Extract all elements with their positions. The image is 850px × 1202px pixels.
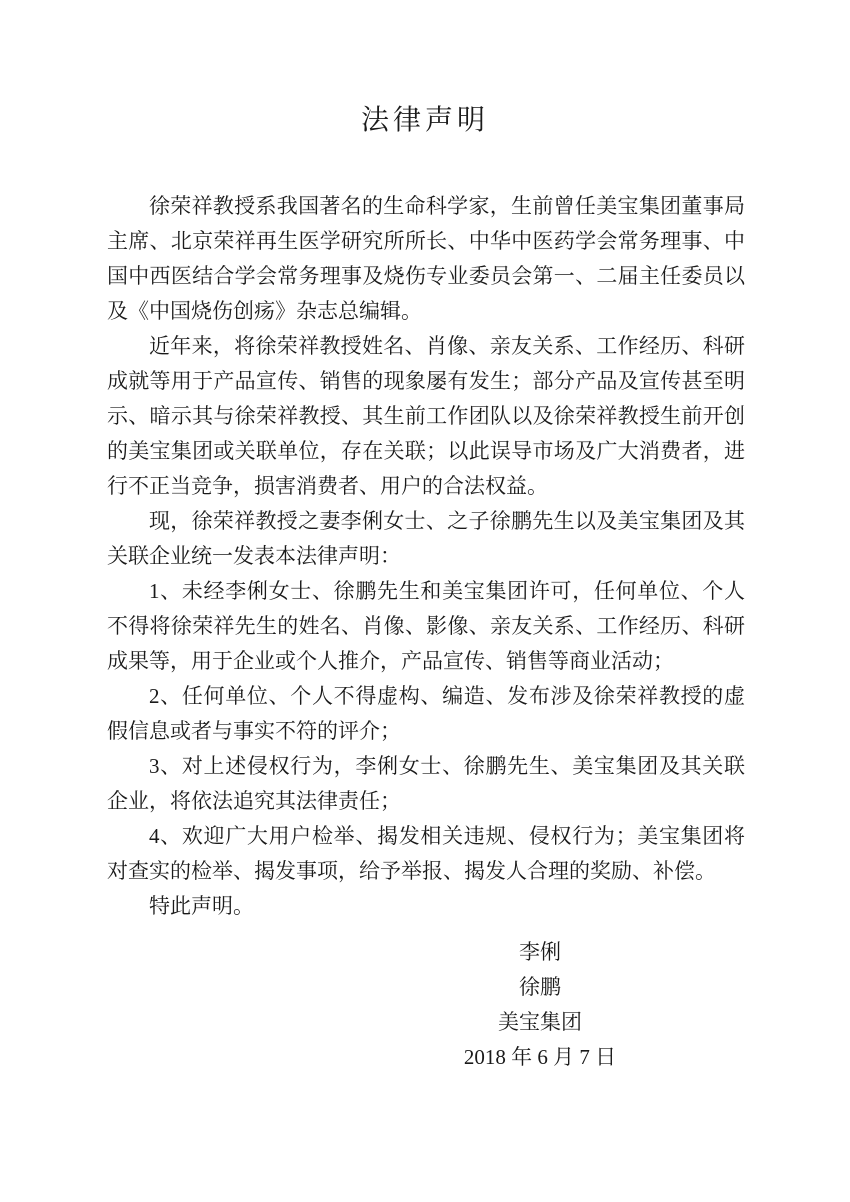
signature-name-2: 徐鹏 <box>519 975 561 999</box>
paragraph-8-line-1: 特此声明。 <box>149 894 254 918</box>
paragraph-3-line-2: 关联企业统一发表本法律声明： <box>107 544 401 568</box>
paragraph-2-line-5: 行不正当竞争，损害消费者、用户的合法权益。 <box>107 474 548 498</box>
paragraph-4-line-3: 成果等，用于企业或个人推介，产品宣传、销售等商业活动； <box>107 649 674 673</box>
paragraph-1-line-1: 徐荣祥教授系我国著名的生命科学家，生前曾任美宝集团董事局 <box>149 194 745 218</box>
signature-company: 美宝集团 <box>498 1010 582 1034</box>
signature-name-1: 李俐 <box>519 940 561 964</box>
paragraph-1-line-2: 主席、北京荣祥再生医学研究所所长、中华中医药学会常务理事、中 <box>107 229 745 253</box>
paragraph-5-line-2: 假信息或者与事实不符的评介； <box>107 719 401 743</box>
paragraph-2-line-4: 的美宝集团或关联单位，存在关联；以此误导市场及广大消费者，进 <box>107 439 745 463</box>
paragraph-7-line-2: 对查实的检举、揭发事项，给予举报、揭发人合理的奖励、补偿。 <box>107 859 716 883</box>
paragraph-1-line-4: 及《中国烧伤创疡》杂志总编辑。 <box>107 299 422 323</box>
paragraph-2-line-3: 示、暗示其与徐荣祥教授、其生前工作团队以及徐荣祥教授生前开创 <box>107 404 745 428</box>
paragraph-3-line-1: 现，徐荣祥教授之妻李俐女士、之子徐鹏先生以及美宝集团及其 <box>149 509 745 533</box>
document-body <box>107 189 745 924</box>
paragraph-5-line-1: 2、任何单位、个人不得虚构、编造、发布涉及徐荣祥教授的虚 <box>149 684 745 708</box>
signature-block <box>390 935 690 1075</box>
paragraph-2-line-2: 成就等用于产品宣传、销售的现象屡有发生；部分产品及宣传甚至明 <box>107 369 745 393</box>
paragraph-6-line-1: 3、对上述侵权行为，李俐女士、徐鹏先生、美宝集团及其关联 <box>149 754 745 778</box>
signature-date: 2018 年 6 月 7 日 <box>463 1045 617 1069</box>
paragraph-7-line-1: 4、欢迎广大用户检举、揭发相关违规、侵权行为；美宝集团将 <box>149 824 745 848</box>
paragraph-4-line-1: 1、未经李俐女士、徐鹏先生和美宝集团许可，任何单位、个人 <box>149 579 745 603</box>
paragraph-2-line-1: 近年来，将徐荣祥教授姓名、肖像、亲友关系、工作经历、科研 <box>149 334 745 358</box>
paragraph-6-line-2: 企业，将依法追究其法律责任； <box>107 789 401 813</box>
paragraph-1-line-3: 国中西医结合学会常务理事及烧伤专业委员会第一、二届主任委员以 <box>107 264 745 288</box>
paragraph-4-line-2: 不得将徐荣祥先生的姓名、肖像、影像、亲友关系、工作经历、科研 <box>107 614 745 638</box>
document-title: 法律声明 <box>360 105 489 136</box>
